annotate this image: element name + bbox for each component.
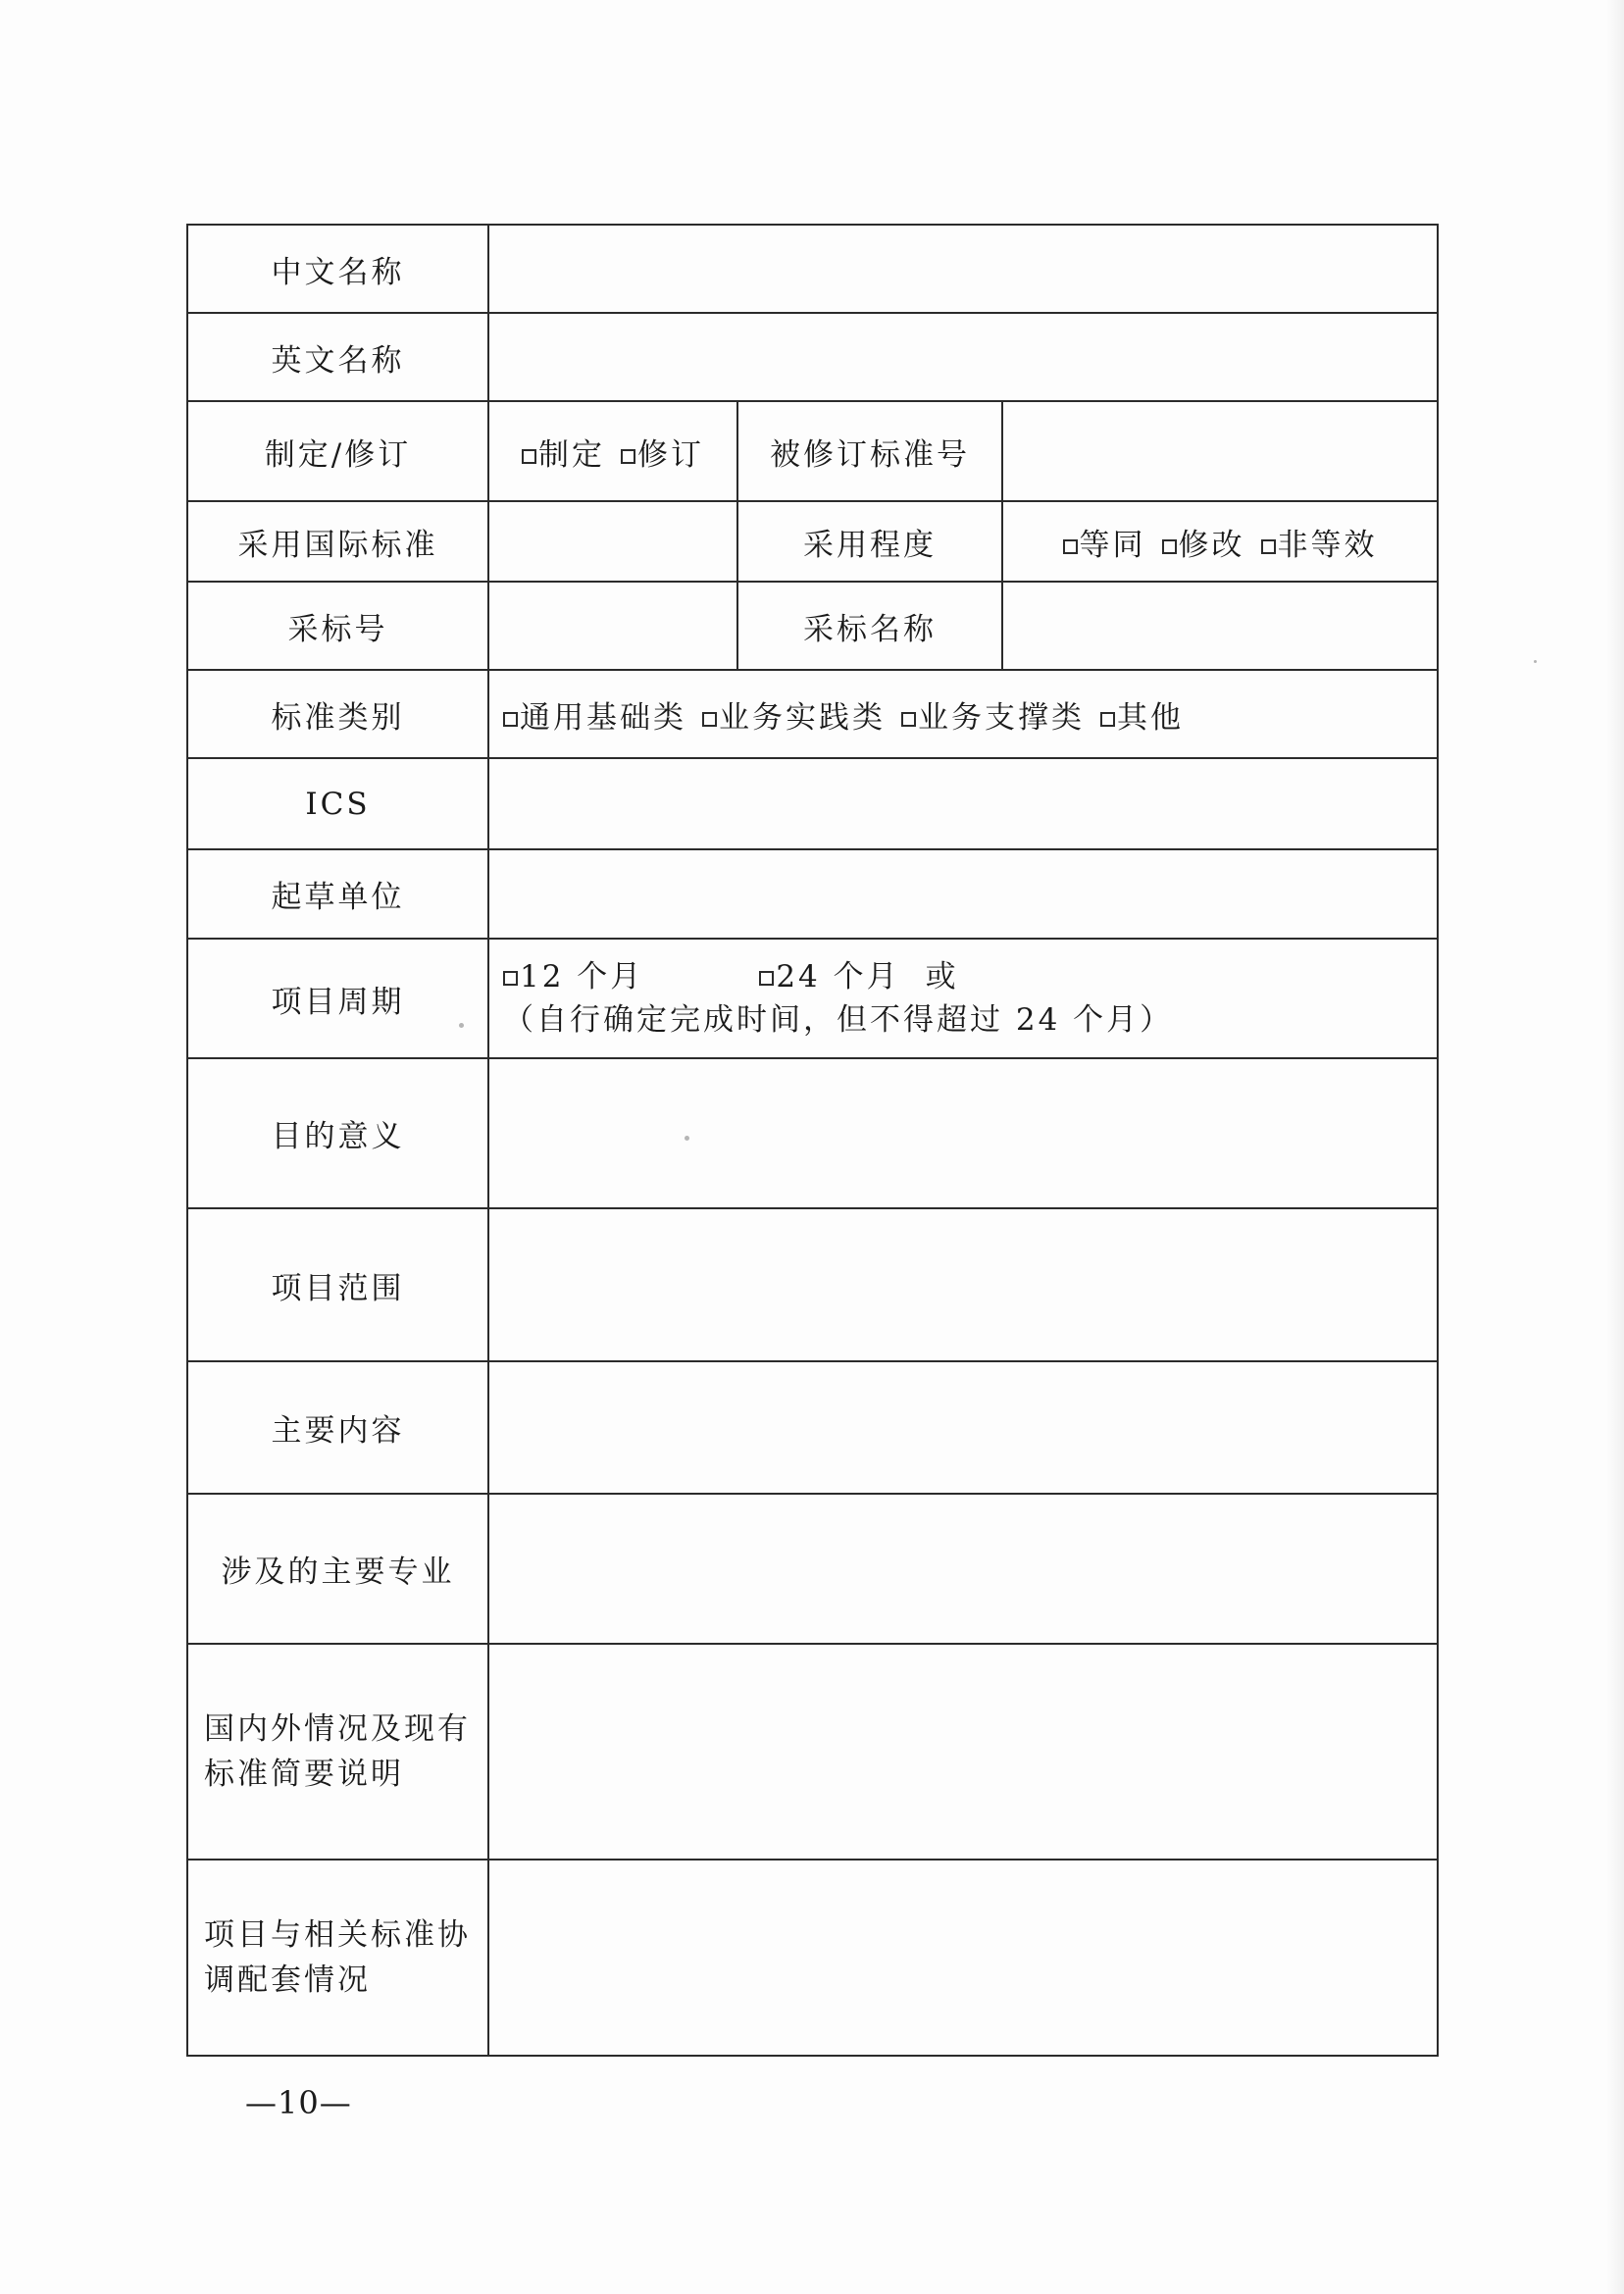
intl-standard-label: 采用国际标准 (187, 501, 488, 582)
scan-speck (685, 1136, 689, 1141)
row-intl-standard (187, 501, 1438, 582)
option-revise[interactable]: 修订 (621, 437, 704, 473)
checkbox-icon (522, 449, 536, 464)
adopt-name-field[interactable] (1002, 582, 1438, 670)
option-business-support[interactable]: 业务支撑类 (901, 700, 1085, 736)
english-name-field[interactable] (488, 313, 1438, 401)
revise-options (488, 401, 737, 501)
checkbox-icon (621, 449, 635, 464)
scan-speck (1534, 660, 1537, 663)
page-edge-shadow (1606, 0, 1624, 2294)
option-establish[interactable]: 制定 (522, 437, 605, 473)
option-other[interactable]: 其他 (1100, 700, 1184, 736)
chinese-name-field[interactable] (488, 225, 1438, 313)
option-general-basic[interactable]: 通用基础类 (503, 700, 686, 736)
drafter-field[interactable] (488, 849, 1438, 939)
period-note: （自行确定完成时间，但不得超过 24 个月） (503, 1002, 1174, 1038)
checkbox-icon (1100, 712, 1115, 727)
purpose-field[interactable] (488, 1058, 1438, 1208)
adopt-name-label: 采标名称 (737, 582, 1002, 670)
revised-standard-no-label: 被修订标准号 (737, 401, 1002, 501)
adoption-degree-label: 采用程度 (737, 501, 1002, 582)
purpose-label: 目的意义 (187, 1058, 488, 1208)
revise-label: 制定/修订 (187, 401, 488, 501)
majors-field[interactable] (488, 1494, 1438, 1644)
category-options (488, 670, 1438, 758)
coordination-label (187, 1860, 488, 2056)
intl-standard-field[interactable] (488, 501, 737, 582)
status-label-line2: 标准简要说明 (204, 1757, 404, 1792)
option-24-months[interactable]: 24 个月 (759, 959, 899, 994)
row-content (187, 1361, 1438, 1494)
checkbox-icon (702, 712, 717, 727)
scan-speck (459, 1023, 464, 1028)
majors-label: 涉及的主要专业 (187, 1494, 488, 1644)
content-label: 主要内容 (187, 1361, 488, 1494)
adopt-no-label: 采标号 (187, 582, 488, 670)
status-label-line1: 国内外情况及现有 (204, 1711, 471, 1747)
checkbox-icon (1063, 539, 1078, 554)
standard-project-form (186, 224, 1439, 2057)
checkbox-icon (901, 712, 916, 727)
coordination-field[interactable] (488, 1860, 1438, 2056)
row-ics (187, 758, 1438, 849)
revised-standard-no-field[interactable] (1002, 401, 1438, 501)
option-business-practice[interactable]: 业务实践类 (702, 700, 886, 736)
option-12-months[interactable]: 12 个月 (503, 959, 643, 994)
row-status (187, 1644, 1438, 1860)
adoption-degree-options (1002, 501, 1438, 582)
row-purpose (187, 1058, 1438, 1208)
ics-field[interactable] (488, 758, 1438, 849)
coordination-label-line2: 调配套情况 (204, 1963, 371, 1998)
checkbox-icon (759, 971, 774, 986)
row-english-name (187, 313, 1438, 401)
category-label: 标准类别 (187, 670, 488, 758)
row-majors (187, 1494, 1438, 1644)
row-category (187, 670, 1438, 758)
status-field[interactable] (488, 1644, 1438, 1860)
or-text: 或 (925, 959, 959, 994)
option-modified[interactable]: 修改 (1162, 528, 1245, 563)
option-non-equivalent[interactable]: 非等效 (1261, 528, 1378, 563)
row-drafter (187, 849, 1438, 939)
english-name-label: 英文名称 (187, 313, 488, 401)
scope-label: 项目范围 (187, 1208, 488, 1361)
coordination-label-line1: 项目与相关标准协 (204, 1917, 471, 1953)
page-number: —10— (245, 2084, 352, 2121)
checkbox-icon (1162, 539, 1177, 554)
adopt-no-field[interactable] (488, 582, 737, 670)
option-identical[interactable]: 等同 (1063, 528, 1146, 563)
ics-label: ICS (187, 758, 488, 849)
row-coordination (187, 1860, 1438, 2056)
content-field[interactable] (488, 1361, 1438, 1494)
status-label (187, 1644, 488, 1860)
drafter-label: 起草单位 (187, 849, 488, 939)
scope-field[interactable] (488, 1208, 1438, 1361)
period-label: 项目周期 (187, 939, 488, 1058)
row-revise (187, 401, 1438, 501)
checkbox-icon (503, 971, 518, 986)
checkbox-icon (1261, 539, 1276, 554)
row-adopt-no (187, 582, 1438, 670)
row-chinese-name (187, 225, 1438, 313)
period-option-line (503, 955, 1437, 998)
period-options (488, 939, 1438, 1058)
chinese-name-label: 中文名称 (187, 225, 488, 313)
row-period (187, 939, 1438, 1058)
checkbox-icon (503, 712, 518, 727)
row-scope (187, 1208, 1438, 1361)
